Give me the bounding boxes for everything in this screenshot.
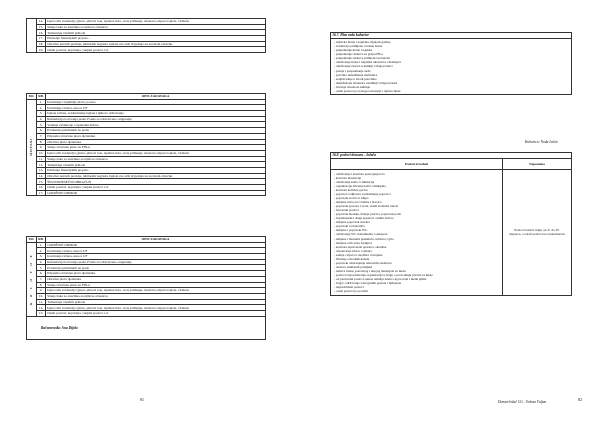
row-number: 4. [37,116,46,122]
table-row [27,190,266,196]
row-number: 8. [37,139,46,145]
task-description: ŠESTOMJESEČNI OBRAČUN [46,179,266,185]
list-item: - izmjena brava na vratima i bravica [334,200,382,205]
task-description: Priprema obračuna plaća djelatnika [46,133,266,139]
list-item: - nabava hrane, potrošnog i drugog materijala za školu [334,268,406,273]
task-description: Refundacija bolovanja preko Fonda za zdravstveno osiguranje [46,116,266,122]
row-number: 6. [37,271,46,277]
row-number: 13. [37,310,46,316]
list-item: - bojadisanski i drugi popravci ostalih zidova [334,216,394,221]
month-header: MJ. [27,237,37,243]
row-number: 17. [37,36,46,42]
month-cell [27,99,37,196]
task-description: GODIŠNJE ODMOR [46,242,266,248]
row-number: 12. [37,162,46,168]
task-header: OPIS ZADATAKA [46,94,266,100]
list-item: - bravarski poslovi [334,208,359,213]
month-cell [27,242,37,316]
list-item: - kontrola instalacije [334,175,362,180]
janitor-body-row [331,170,572,295]
list-item: - održavanje čistoće u kuhinji i blagovaonici [334,64,393,69]
list-item: - popravci radijatora i prikladanja popravci [334,192,391,197]
task-description: Obračun naravih premija, jubilarnih nagrada. Isplate sve svih izvještaja na novalam obračun. [46,41,266,47]
task-description: Refundacija bolovanja preko Fonda za zdravstveno osiguranje [46,259,266,265]
row-number: 12. [37,305,46,311]
note-header: Napomena [503,158,572,170]
task-description: Priznanje financijskih propisa – [46,167,266,173]
row-number: 10. [37,293,46,299]
task-description: Obračun plaća djelatnika [46,276,266,282]
list-item: - održavanje i kontrola postrojenja CG [334,171,385,176]
task-description: Kontiranje računa, unos u UF [46,254,266,260]
list-item: - izmjena svih vrsta žaruljica [334,240,373,245]
row-number: 2. [37,248,46,254]
row-number: 13. [37,167,46,173]
list-item: - čišćenje odvodnih kanala [334,256,370,261]
list-item: - čuvanje inventara kuhinje [334,84,370,89]
task-description: Ostali poslovi, koprtanja, vanjski poslovi i sl. [46,310,266,316]
task-description: Ispisi svih evidencija (plaće, plinovi lote, isplatna lista, vrste primanja, obustava, mjesto isplate, virmani. [46,305,266,311]
janitor-signature: Domar-ložač CG : Vedran Vuljan [498,400,547,404]
table-row [27,47,266,53]
rb-header: RB. [38,237,44,242]
task-description: Ostali poslovi, koprtanja, vanjski poslovi i sl. [46,185,266,191]
accountant-signature: Računovođa: Ana Dijalo [41,325,78,330]
task-description: Isplata računa, evidentiranje isplata i njihovo arhiviranje [46,111,266,117]
row-number: 7. [37,276,46,282]
rb-header: RB. [38,94,44,99]
task-description: Ispisi svih evidencija (plaće, plinovi lote, isplatna lista, vrste primanja, obustava, mjesto isplate, virmani. [46,150,266,156]
task-description: Priprema obračuna plaća djelatnika [46,271,266,277]
cook-signature: Kuharica: Nada Lukin [525,140,558,144]
task-description: Ostali poslovi, koprtanja, vanjski poslovi i sl. [46,47,266,53]
task-description: Kontiranje i knjiženje plaća, poreza [46,99,266,105]
list-item: - nepredviđeni poslovi [334,285,364,290]
task-description: Tumačenja vlastitih prihoda [46,162,266,168]
task-table-january [26,93,266,196]
row-number: 14. [37,173,46,179]
month-header: MJ. [27,94,37,100]
list-item: - od pečaćenih poslova nakon temelju Anda s ugovorom i među njima [334,277,427,281]
list-item: - popravak školske, ličenja pločica, popravak poda [334,212,401,217]
janitor-header-row [331,158,572,170]
plan-title: 16.7. Plan rada kuharice [331,33,572,39]
task-description: Kontiranje računa, unos u UF [46,105,266,111]
row-number: 17. [37,190,46,196]
row-number: 1. [37,99,46,105]
row-number: 19. [37,47,46,53]
task-description: Kontiranje računa, unos u UF [46,248,266,254]
row-number: 9. [37,288,46,294]
task-description: Tumačenja vlastitih prihoda [46,30,266,36]
task-table-august [26,236,266,340]
list-item: - pripremanje ručkova za grupu PB-a [334,52,383,57]
task-description: Slanje obračuna plaće na FIN-u [46,145,266,151]
row-number: 3. [37,111,46,117]
row-number: 11. [37,156,46,162]
list-item: - kontrola ispravnosti aparata i okolišne [334,244,387,249]
list-item: - ostali poslovi po potrebi [334,289,368,294]
task-description: Priznanje financijskih propisa – [46,36,266,42]
row-number: 11. [37,299,46,305]
list-item: - ostali poslovi po nalogu ravnatelja i tajnice škole [334,88,401,93]
row-number: 15. [37,179,46,185]
row-number: 3. [37,254,46,260]
row-number: 15. [37,24,46,30]
janitor-title: 16.8. poslovi domara – ložača [331,153,572,159]
task-header: OPIS ZADATAKA [46,237,266,243]
month-label: K O L O V O Z [29,253,34,306]
row-number: 5. [37,265,46,271]
row-number: 4. [37,259,46,265]
task-description: Slanje tiska za značnika za njihove obustave. [46,156,266,162]
row-number: 1. [37,242,46,248]
list-item: - izmjena i montaža prekidača, utičnica i grla [334,236,394,241]
task-description: Ispisi svih evidencija (plaće, plinovi lote, isplatna lista, vrste primanja, obustava, mjesto isplate, virmani. [46,288,266,294]
list-item: - popravak prozora i vrata, ustali stolarski radovi [334,204,399,209]
janitor-table [330,152,572,296]
list-item: - evidencija primljene i izdane hrane [334,44,383,49]
task-description: Obračun plaća djelatnika [46,139,266,145]
list-item: - dostava službenih pošiljaka [334,264,373,269]
row-number: 18. [37,41,46,47]
task-description: Evidencija priminutih na poslu [46,265,266,271]
list-item: - održavanje hrane i napitaka ukonstrva i hladnjači [334,60,401,65]
month-label: SIJEČANJ [29,139,34,156]
task-description: Ispisi svih evidencija (plaće, plinovi lote, isplatna lista, vrste primanja, obustava, mjesto isplate, virmani. [46,19,266,25]
list-item: - održavanje kotla i cirkulacija [334,179,375,184]
row-number: 2. [37,105,46,111]
list-item: - pravilno skladištenje namirnica [334,72,378,77]
list-item: - sadnja cvijeća u okolišu i travnjaka [334,252,383,257]
task-table-top [26,18,266,53]
list-item: - poslovi raspoređivanja organizacija u brigu o provođenju pravila za škole [334,272,433,277]
list-item: - pripremanje hrane i napitka [334,48,373,53]
task-description: Tumačenja vlastitih prihoda [46,299,266,305]
list-item: - popravak odstranjenje nastavnih sredstava [334,260,392,265]
plan-list-row [331,38,572,95]
page-number: 82 [578,397,582,402]
signature-row [27,316,266,340]
list-item: - pranje i pospremanje suđa [334,68,371,73]
task-description: Vođenje evidencije o uplatama države [46,122,266,128]
task-description: Obračun naravih premija, jubilarnih nagrada. Isplate sve svih izvještaja na novalam obračun. [46,173,266,179]
row-number: 9. [37,145,46,151]
list-item: - izmjena i popravak WC [334,228,368,233]
cook-plan-table [330,32,572,95]
list-item: - briga i održavanje vatrogasnih aparata i hidranata [334,281,402,286]
list-item: - popravak vodokotlića [334,224,365,229]
list-item: - nabavka hrane i napitaka, tijekom godine [334,40,391,45]
month-cell [27,19,37,53]
row-number: 14. [37,19,46,25]
list-item: - dezinfekcija inventara u kuhinji i blagovaonici [334,80,398,85]
row-number: 6. [37,128,46,134]
janitor-task-list [331,170,503,295]
task-description: Slanje obračuna plaće na FIN-u [46,282,266,288]
list-item: - popravak stolova i klupa [334,196,369,201]
tasks-header: Poslovi izvođači [331,158,503,170]
task-description: Slanje tiska za značnika za njihove obustave. [46,293,266,299]
row-number: 10. [37,150,46,156]
row-number: 8. [37,282,46,288]
list-item: - pripremanje ručkova prilikom svečanosti [334,56,391,61]
list-item: - održavanje WC instrumenta i sudopera [334,232,388,237]
task-description: Evidencija priminutih na poslu [46,128,266,134]
task-description: Slanje tiska za značnika za njihove obustave. [46,24,266,30]
list-item: - kontrola količine goriva [334,187,368,192]
plan-list [331,38,572,95]
list-item: - organizacija čišćenja kotla i dimnjaka [334,183,386,188]
right-page [300,0,600,424]
task-description: GODIŠNJE ODMOR [46,190,266,196]
page-number: 81 [140,397,144,402]
janitor-note: Poslovi ložača tralju od X. do IV. mjeseca, a ostali poslovi na svakodnevni [509,228,565,237]
row-number: 16. [37,30,46,36]
list-item: - obrezivanje živice i stabala [334,248,372,253]
list-item: - izmjena popravak slavina [334,220,370,225]
list-item: - sudjelovanje u izradi jelovnika [334,76,377,81]
row-number: 5. [37,122,46,128]
row-number: 16. [37,185,46,191]
row-number: 7. [37,133,46,139]
